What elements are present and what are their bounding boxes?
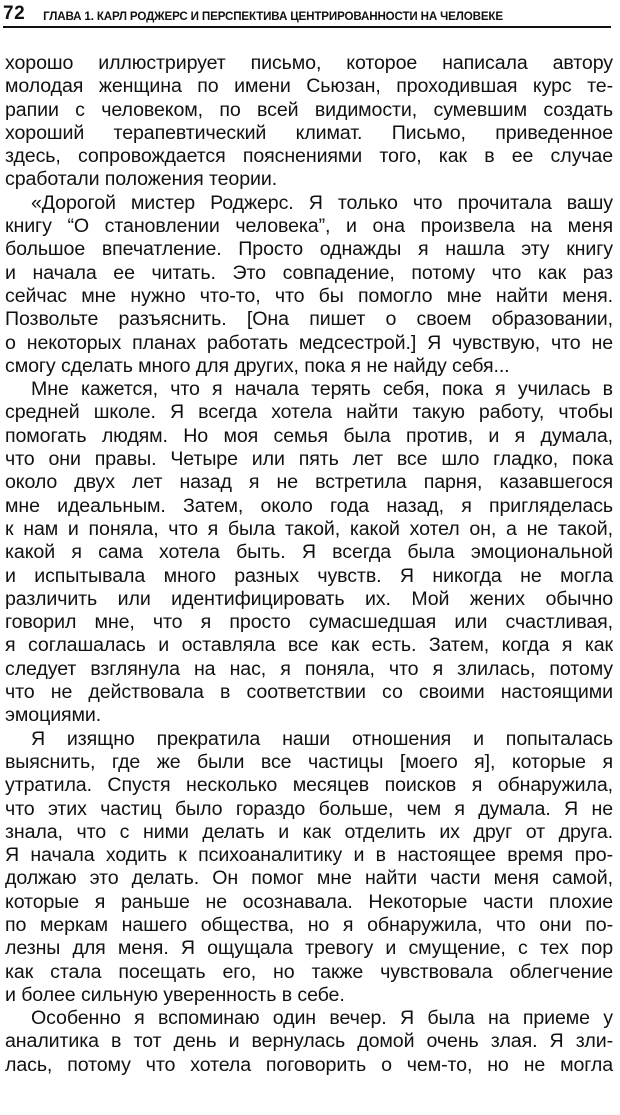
text-line: книгу “О становлении человека”, и она произвела на меня [5,215,613,238]
text-line: какой я сама хотела быть. Я всегда была эмоциональной [5,541,613,564]
text-line: различить или идентифицировать их. Мой жених обычно [5,587,613,610]
text-line: Мне кажется, что я начала терять себя, пока я училась в [31,378,613,401]
text-line: что этих частиц было гораздо больше, чем я думала. Я не [5,797,613,820]
text-line: «Дорогой мистер Роджерс. Я только что прочитала вашу [31,191,613,214]
page-header [3,2,611,28]
text-line: знала, что с ними делать и как отделить их друг от друга. [5,820,613,843]
text-line: и начала ее читать. Это совпадение, потому что как раз [5,261,613,284]
text-line: около двух лет назад я не встретила парня, казавшегося [5,471,613,494]
text-line: смогу сделать много для других, пока я не найду себя... [5,354,510,377]
text-line: сейчас мне нужно что-то, что бы помогло мне найти меня. [5,284,613,307]
text-line: я соглашалась и оставляла все как есть. Затем, когда я как [5,634,613,657]
text-line: помогать людям. Но моя семья была против, и я думала, [5,424,613,447]
body-text [5,52,613,1077]
text-line: мне идеальным. Затем, около года назад, я пригляделась [5,494,613,517]
text-line: эмоциями. [5,704,102,727]
text-line: большое впечатление. Просто однажды я нашла эту книгу [5,238,613,261]
text-line: лась, потому что хотела поговорить о чем-то, но не могла [5,1053,613,1076]
text-line: по меркам нашего общества, но я обнаружила, что они по- [5,913,613,936]
text-line: хороший терапевтический климат. Письмо, приведенное [5,121,613,144]
text-line: что не действовала в соответствии со своими настоящими [5,681,613,704]
text-line: хорошо иллюстрирует письмо, которое написала автору [5,52,613,74]
text-line: и более сильную уверенность в себе. [5,983,345,1006]
running-head: ГЛАВА 1. КАРЛ РОДЖЕРС И ПЕРСПЕКТИВА ЦЕНТРИРОВАННОСТИ НА ЧЕЛОВЕКЕ [43,10,503,23]
text-line: следует взглянула на нас, я поняла, что я злилась, потому [5,657,613,680]
text-line: которые я раньше не осознавала. Некоторые части плохие [5,890,613,913]
text-line: Позвольте разъяснить. [Она пишет о своем образовании, [5,308,613,331]
text-line: лезны для меня. Я ощущала тревогу и смущение, с тех пор [5,937,613,960]
text-line: Особенно я вспоминаю один вечер. Я была на приеме у [31,1007,613,1030]
text-line: и испытывала много разных чувств. Я никогда не могла [5,564,613,587]
text-line: должаю это делать. Он помог мне найти части меня самой, [5,867,613,890]
text-line: здесь, сопровождается пояснениями того, как в ее случае [5,145,613,168]
text-line: Я изящно прекратила наши отношения и попыталась [31,727,613,750]
text-line: к нам и поняла, что я была такой, какой хотел он, а не такой, [5,517,613,540]
text-line: как стала посещать его, но также чувствовала облегчение [5,960,613,983]
text-line: Я начала ходить к психоаналитику и в настоящее время про- [5,844,613,867]
page-number: 72 [3,3,26,24]
text-line: утратила. Спустя несколько месяцев поисков я обнаружила, [5,774,613,797]
text-line: рапии с человеком, по всей видимости, сумевшим создать [5,98,613,121]
text-line: что они правы. Четыре или пять лет все шло гладко, пока [5,448,613,471]
text-line: выяснить, где же были все частицы [моего я], которые я [5,750,613,773]
text-line: средней школе. Я всегда хотела найти такую работу, чтобы [5,401,613,424]
text-line: аналитика в тот день и вернулась домой очень злая. Я зли- [5,1030,613,1053]
text-line: молодая женщина по имени Сьюзан, проходившая курс те- [5,75,613,98]
text-line: сработали положения теории. [5,168,278,191]
text-line: говорил мне, что я просто сумасшедшая или счастливая, [5,611,613,634]
text-line: о некоторых планах работать медсестрой.] Я чувствую, что не [5,331,613,354]
